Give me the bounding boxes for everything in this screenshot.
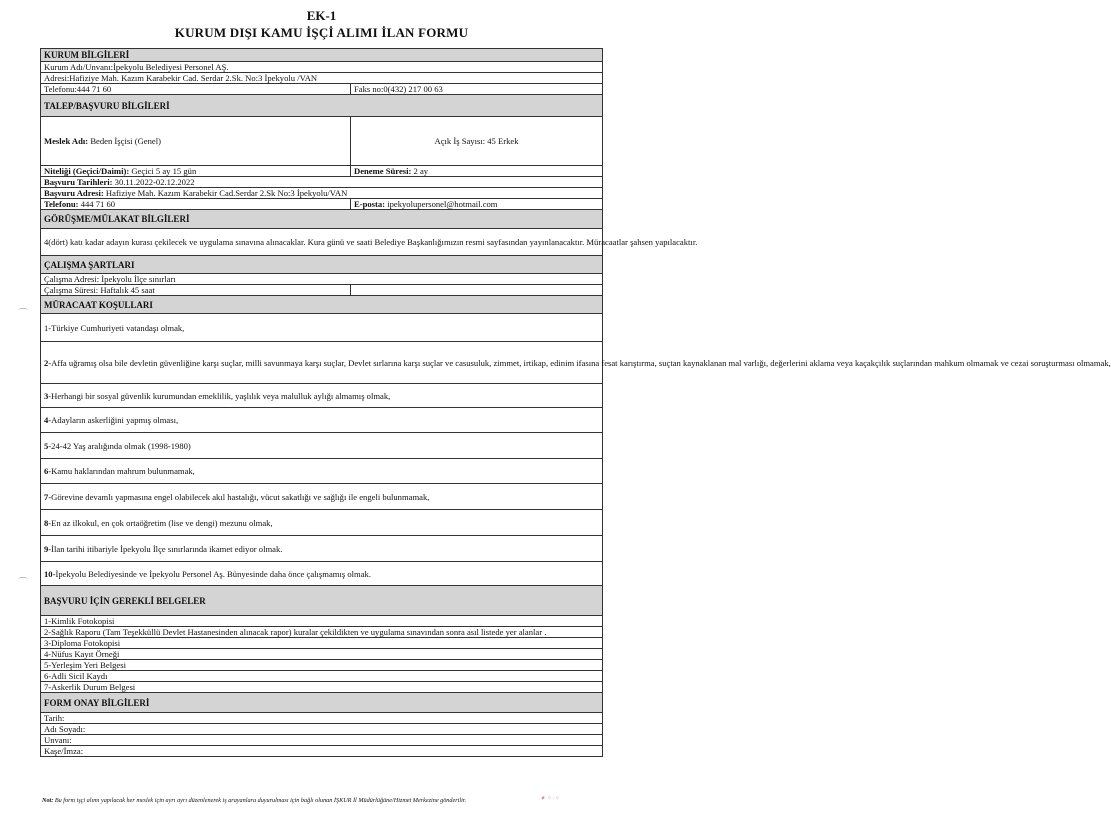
muracaat-item-text: -Herhangi bir sosyal güvenlik kurumundan emeklilik, yaşlılık veya malulluk aylığı almamış olmak,	[48, 390, 391, 401]
kurum-fax: Faks no:0(432) 217 00 63	[351, 84, 603, 95]
acik-is-sayisi: Açık İş Sayısı: 45 Erkek	[351, 117, 603, 166]
stamp-mark: ✶ ⁘ ·⁘	[540, 796, 560, 802]
onay-adsoyad: Adı Soyadı:	[41, 724, 603, 735]
muracaat-item-text: -Adayların askerliğini yapmış olması,	[48, 415, 179, 425]
footnote-label: Not:	[42, 797, 54, 804]
muracaat-item	[41, 408, 603, 433]
muracaat-item-num: 10	[44, 568, 53, 579]
section-onay: FORM ONAY BİLGİLERİ	[41, 693, 603, 713]
deneme-cell	[351, 166, 603, 177]
calisma-sure: Çalışma Süresi: Haftalık 45 saat	[41, 285, 351, 296]
section-muracaat: MÜRACAAT KOŞULLARI	[41, 296, 603, 314]
muracaat-item-num: 8	[44, 517, 49, 528]
tel-label: Telefonu:	[44, 199, 79, 209]
belge-item: 5-Yerleşim Yeri Belgesi	[41, 660, 603, 671]
muracaat-item-text: -İlan tarihi itibariyle İpekyolu İlçe sınırlarında ikamet ediyor olmak.	[48, 543, 283, 554]
tel-cell	[41, 199, 351, 210]
muracaat-item-text: -En az ilkokul, en çok ortaöğretim (lise ve dengi) mezunu olmak,	[48, 517, 273, 528]
section-talep: TALEP/BAŞVURU BİLGİLERİ	[41, 95, 603, 117]
kurum-phone: Telefonu:444 71 60	[41, 84, 351, 95]
nitelik-cell	[41, 166, 351, 177]
calisma-adres: Çalışma Adresi: İpekyolu İlçe sınırları	[41, 274, 603, 285]
onay-tarih: Tarih:	[41, 713, 603, 724]
muracaat-item-text: -Türkiye Cumhuriyeti vatandaşı olmak,	[48, 322, 185, 333]
muracaat-item	[41, 484, 603, 510]
tarih-cell	[41, 177, 603, 188]
meslek-value: Beden İşçisi (Genel)	[88, 136, 161, 146]
onay-unvan: Unvanı:	[41, 735, 603, 746]
belge-item: 3-Diploma Fotokopisi	[41, 638, 603, 649]
muracaat-item	[41, 459, 603, 484]
nitelik-label: Niteliği (Geçici/Daimi):	[44, 166, 130, 176]
muracaat-item-text: -Affa uğramış olsa bile devletin güvenliğine karşı suçlar, milli savunmaya karşı suçlar, Devlet sırlarına karşı suçlar ve casusuluk, zimmet, irtikap, edinim ifasına fesat karıştırma, suçtan kaynaklanan mal varlığı, değerlerini aklama veya kaçakçılık suçlarından mahkum olmamak ve cezai soruşturması olmamak,	[48, 357, 1111, 368]
meslek-label: Meslek Adı:	[44, 136, 89, 146]
form-code: EK-1	[306, 8, 337, 23]
belge-item: 1-Kimlik Fotokopisi	[41, 616, 603, 627]
muracaat-item-text: -İpekyolu Belediyesinde ve İpekyolu Personel Aş. Bünyesinde daha önce çalışmamış olmak.	[52, 568, 371, 579]
gorusme-text: 4(dört) katı kadar adayın kurası çekilecek ve uygulama sınavına alınacaklar. Kura günü ve saati Belediye Başkanlığımızın resmi sayfasından yayınlanacaktır. Müracaatlar şahsen yapılacaktır.	[41, 229, 603, 256]
muracaat-item-num: 4	[44, 415, 49, 425]
adres-label: Başvuru Adresi:	[44, 188, 104, 198]
section-kurum: KURUM BİLGİLERİ	[41, 49, 603, 62]
announcement-form	[40, 48, 1111, 757]
muracaat-item	[41, 433, 603, 459]
muracaat-item-num: 5	[44, 440, 49, 451]
tarih-label: Başvuru Tarihleri:	[44, 177, 113, 187]
muracaat-item-num: 3	[44, 390, 49, 401]
muracaat-item-text: -24-42 Yaş aralığında olmak (1998-1980)	[48, 440, 191, 451]
deneme-label: Deneme Süresi:	[354, 166, 412, 176]
tel-value: 444 71 60	[78, 199, 116, 209]
eposta-value: ipekyolupersonel@hotmail.com	[385, 199, 498, 209]
belge-item: 2-Sağlık Raporu (Tam Teşekküllü Devlet Hastanesinden alınacak rapor) kuralar çekildikten ve uygulama sınavından sonra asıl listede yer alanlar .	[41, 627, 603, 638]
onay-kase: Kaşe/İmza:	[41, 746, 603, 757]
muracaat-item-num: 1	[44, 322, 49, 333]
muracaat-item-num: 9	[44, 543, 49, 554]
meslek-cell	[41, 117, 351, 166]
belge-item: 7-Askerlik Durum Belgesi	[41, 682, 603, 693]
kurum-name: Kurum Adı/Unvanı:İpekyolu Belediyesi Personel AŞ.	[41, 62, 603, 73]
deneme-value: 2 ay	[411, 166, 429, 176]
muracaat-item	[41, 384, 603, 408]
footnote	[42, 797, 602, 804]
muracaat-item	[41, 342, 1111, 384]
eposta-cell	[351, 199, 603, 210]
muracaat-item-text: -Görevine devamlı yapmasına engel olabilecek akıl hastalığı, vücut sakatlığı ve sağlığı ile engeli bulunmamak,	[48, 491, 430, 502]
footnote-text: Bu form işçi alımı yapılacak her meslek için ayrı ayrı düzenlenerek iş arayanlara duyurulması için bağlı olunan İŞKUR İl Müdürlüğüne/Hizmet Merkezine gönderilir.	[53, 797, 467, 804]
calisma-sure-empty	[351, 285, 603, 296]
tarih-value: 30.11.2022-02.12.2022	[112, 177, 195, 187]
muracaat-item-text: -Kamu haklarından mahrum bulunmamak,	[48, 466, 195, 476]
belge-item: 6-Adli Sicil Kaydı	[41, 671, 603, 682]
muracaat-item	[41, 510, 603, 536]
section-calisma: ÇALIŞMA ŞARTLARI	[41, 256, 603, 274]
belge-item: 4-Nüfus Kayıt Örneği	[41, 649, 603, 660]
muracaat-item	[41, 562, 603, 586]
adres-cell	[41, 188, 603, 199]
nitelik-value: Geçici 5 ay 15 gün	[129, 166, 197, 176]
muracaat-item	[41, 536, 603, 562]
adres-value: Hafiziye Mah. Kazım Karabekir Cad.Serdar 2.Sk No:3 İpekyolu/VAN	[103, 188, 348, 198]
muracaat-item	[41, 314, 603, 342]
margin-scan-mark: ⌒	[18, 309, 28, 320]
muracaat-item-num: 2	[44, 357, 49, 368]
margin-scan-mark: ⌒	[18, 578, 28, 589]
section-belgeler: BAŞVURU İÇİN GEREKLİ BELGELER	[41, 586, 603, 616]
muracaat-item-num: 7	[44, 491, 49, 502]
kurum-address: Adresi:Hafiziye Mah. Kazım Karabekir Cad. Serdar 2.Sk. No:3 İpekyolu /VAN	[41, 73, 603, 84]
section-gorusme: GÖRÜŞME/MÜLAKAT BİLGİLERİ	[41, 210, 603, 229]
form-title: KURUM DIŞI KAMU İŞÇİ ALIMI İLAN FORMU	[174, 25, 469, 40]
muracaat-item-num: 6	[44, 466, 49, 476]
eposta-label: E-posta:	[354, 199, 386, 209]
